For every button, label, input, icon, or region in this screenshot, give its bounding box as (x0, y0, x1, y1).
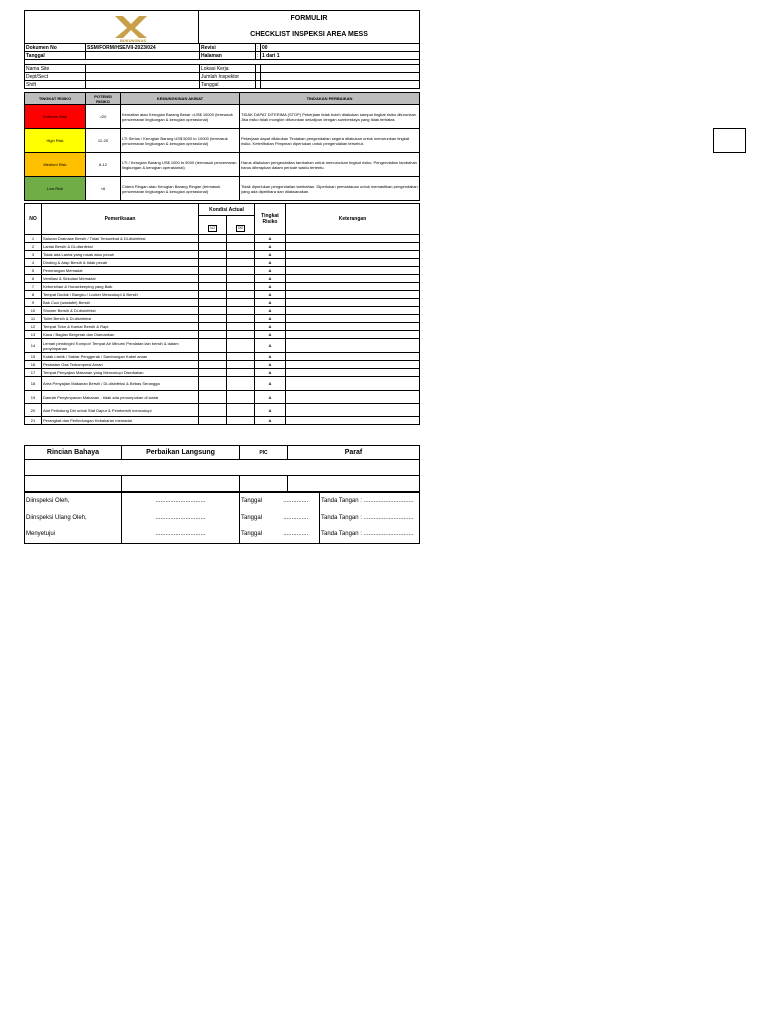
hazard-detail-header: Rincian Bahaya (25, 446, 122, 460)
condition-ok-cell[interactable] (199, 369, 227, 377)
checklist-row (25, 259, 420, 267)
item-number: 6 (25, 275, 42, 283)
item-risk-level: A (255, 353, 286, 361)
consequence-header: KEMUNGKINAN AKIBAT (121, 93, 240, 105)
item-description: Perangkat dan Perlindungan Kebakaran memadai (42, 417, 199, 425)
item-description: Kebersihan & Housekeeping yang Baik (42, 283, 199, 291)
item-note-cell[interactable] (286, 323, 420, 331)
item-number: 7 (25, 283, 42, 291)
condition-not-ok-cell[interactable] (227, 361, 255, 369)
item-description: Saluran Drainase Bersih / Tidak Tersumbat & Di-disinfeksi (42, 235, 199, 243)
condition-ok-cell[interactable] (199, 283, 227, 291)
risk-action: Pekerjaan dapat dilakukan Tindakan pengendalian segera dilakukan untuk menurunkan tingkat risiko. Keterlibatan Pimpinan diperlukan untuk pengendalian tersebut. (240, 129, 420, 153)
dept-label: Dept/Sect (25, 73, 86, 81)
name-line[interactable]: .............................. (122, 510, 240, 527)
signature-label: Tanda Tangan : (321, 531, 362, 538)
condition-ok-cell[interactable] (199, 251, 227, 259)
item-note-cell[interactable] (286, 243, 420, 251)
condition-not-ok-cell[interactable] (227, 299, 255, 307)
form-title: CHECKLIST INSPEKSI AREA MESS (250, 31, 368, 38)
condition-ok-cell[interactable] (199, 339, 227, 353)
check-header: Pemeriksaan (42, 204, 199, 235)
checklist-body (25, 235, 420, 425)
checkbox-not-ok-icon: ☒ (236, 225, 245, 232)
item-risk-level: A (255, 299, 286, 307)
risk-consequence: Cidera Ringan atau Kerugian Barang Ringan (termasuk pencemaran lingkungan & kerugian operasional) (121, 177, 240, 201)
condition-not-ok-cell[interactable] (227, 315, 255, 323)
condition-not-ok-cell[interactable] (227, 291, 255, 299)
checklist-row (25, 243, 420, 251)
checklist-row (25, 361, 420, 369)
page-label: Halaman (200, 52, 256, 60)
item-description: Tidak ada Lantai yang rusak atau pecah (42, 251, 199, 259)
signature-label: Tanda Tangan : (321, 514, 362, 521)
condition-ok-cell[interactable] (199, 353, 227, 361)
item-risk-level: A (255, 417, 286, 425)
condition-not-ok-cell[interactable] (227, 339, 255, 353)
date-line[interactable]: ............... (283, 514, 309, 521)
site-date-label: Tanggal (200, 81, 256, 89)
item-number: 10 (25, 307, 42, 315)
item-number: 11 (25, 315, 42, 323)
note-header: Keterangan (286, 204, 420, 235)
risk-row (25, 153, 420, 177)
condition-not-ok-cell[interactable] (227, 369, 255, 377)
inspector-count-label: Jumlah Inspektor (200, 73, 256, 81)
condition-ok-cell[interactable] (199, 331, 227, 339)
checklist-row (25, 315, 420, 323)
no-header: NO (25, 204, 42, 235)
action-header: TINDAKAN PERBAIKAN (240, 93, 420, 105)
work-location-label: Lokasi Kerja (200, 65, 256, 73)
condition-not-ok-cell[interactable] (227, 235, 255, 243)
condition-not-ok-cell[interactable] (227, 307, 255, 315)
initial-header: Paraf (288, 446, 420, 460)
risk-table (24, 92, 420, 201)
item-risk-level: A (255, 243, 286, 251)
condition-ok-cell[interactable] (199, 291, 227, 299)
item-description: Toilet Bersih & Di-disinfeksi (42, 315, 199, 323)
item-description: Daerah Penyimpanan Makanan - tidak ada penumpukan di lantai (42, 391, 199, 404)
item-number: 5 (25, 267, 42, 275)
findings-table (24, 445, 420, 492)
item-risk-level: A (255, 291, 286, 299)
item-description: Tempat Penyajian Makanan yang Mencukupi Disediakan (42, 369, 199, 377)
checklist-row (25, 323, 420, 331)
item-note-cell[interactable] (286, 251, 420, 259)
signature-row (25, 510, 420, 527)
item-note-cell[interactable] (286, 361, 420, 369)
item-note-cell[interactable] (286, 267, 420, 275)
risk-row (25, 129, 420, 153)
work-location-field[interactable] (261, 65, 420, 73)
page-value: 1 dari 1 (261, 52, 420, 60)
condition-ok-cell[interactable] (199, 243, 227, 251)
item-risk-level: A (255, 369, 286, 377)
signature-row (25, 493, 420, 510)
site-name-field[interactable] (86, 65, 200, 73)
item-note-cell[interactable] (286, 291, 420, 299)
risk-level-extreme: Extreme Risk (25, 105, 86, 129)
item-note-cell[interactable] (286, 417, 420, 425)
item-risk-level: A (255, 315, 286, 323)
item-number: 17 (25, 369, 42, 377)
condition-ok-cell[interactable] (199, 404, 227, 417)
risk-score: 12-20 (86, 129, 121, 153)
item-note-cell[interactable] (286, 259, 420, 267)
checklist-table (24, 203, 420, 425)
item-number: 20 (25, 404, 42, 417)
item-description: Area Penyajian Makanan Bersih / Di-disinfeksi & Bebas Serangga (42, 377, 199, 391)
item-risk-level: A (255, 391, 286, 404)
item-risk-level: A (255, 235, 286, 243)
item-risk-level: A (255, 331, 286, 339)
item-description: Bak Cuci (wastafel) Bersih (42, 299, 199, 307)
item-risk-level: A (255, 361, 286, 369)
site-date-field[interactable] (261, 81, 420, 89)
item-description: Kaca / Bagian Bergerak dan Diamankan (42, 331, 199, 339)
item-description: Kotak Listrik / Saklar Penggerak / Sambungan Kabel aman (42, 353, 199, 361)
checklist-row (25, 369, 420, 377)
risk-score: <6 (86, 177, 121, 201)
date-line[interactable]: ............... (273, 493, 320, 510)
dept-field[interactable] (86, 73, 200, 81)
item-number: 4 (25, 259, 42, 267)
item-note-cell[interactable] (286, 404, 420, 417)
item-number: 3 (25, 251, 42, 259)
signature-table (24, 492, 420, 544)
checklist-row (25, 377, 420, 391)
item-number: 14 (25, 339, 42, 353)
condition-ok-cell[interactable] (199, 307, 227, 315)
condition-not-ok-cell[interactable] (227, 243, 255, 251)
checklist-row (25, 299, 420, 307)
item-note-cell[interactable] (286, 283, 420, 291)
pic-header: PIC (240, 446, 288, 460)
condition-not-ok-cell[interactable] (227, 353, 255, 361)
sign-date-label: Tanggal (240, 493, 273, 510)
condition-ok-cell[interactable] (199, 323, 227, 331)
checklist-row (25, 267, 420, 275)
findings-blank-row[interactable] (25, 460, 420, 476)
item-risk-level: A (255, 251, 286, 259)
condition-ok-cell[interactable] (199, 235, 227, 243)
signature-line[interactable]: .............................. (363, 514, 414, 521)
item-note-cell[interactable] (286, 369, 420, 377)
checklist-row (25, 251, 420, 259)
checklist-row (25, 275, 420, 283)
logo-box (24, 10, 199, 44)
item-number: 21 (25, 417, 42, 425)
correction-header: Perbaikan Langsung (122, 446, 240, 460)
condition-not-ok-cell[interactable] (227, 377, 255, 391)
initial-field[interactable] (288, 476, 420, 492)
item-number: 13 (25, 331, 42, 339)
company-logo-icon (111, 14, 151, 40)
risk-level-col-header: Tingkat Risiko (255, 204, 286, 235)
risk-row (25, 105, 420, 129)
site-name-label: Nama Site (25, 65, 86, 73)
item-number: 15 (25, 353, 42, 361)
item-description: Alat Pelindung Diri untuk Staf Dapur & Pembersih mencukupi (42, 404, 199, 417)
item-number: 9 (25, 299, 42, 307)
item-description: Tempat Tidur & Kamar Bersih & Rapi (42, 323, 199, 331)
revision-value: 00 (261, 44, 420, 52)
checklist-row (25, 391, 420, 404)
sign-date-label: Tanggal (240, 527, 273, 544)
condition-not-ok-cell[interactable] (227, 251, 255, 259)
checklist-row (25, 404, 420, 417)
signature-line[interactable]: .............................. (363, 531, 414, 538)
condition-not-ok-cell[interactable] (227, 259, 255, 267)
shift-label: Shift (25, 81, 86, 89)
doc-no-label: Dokumen No (25, 44, 86, 52)
floating-box (713, 128, 746, 153)
signature-label: Tanda Tangan : (321, 497, 362, 504)
pic-field[interactable] (240, 476, 288, 492)
risk-score-header: POTENSI RISIKO (86, 93, 121, 105)
shift-field[interactable] (86, 81, 200, 89)
item-description: Ventilasi & Sirkulasi Memadai (42, 275, 199, 283)
item-number: 2 (25, 243, 42, 251)
condition-not-ok-cell[interactable] (227, 417, 255, 425)
condition-not-ok-cell[interactable] (227, 323, 255, 331)
doc-info-table: Dokumen No SSM/FORM/HSE/VII-2023/024 Revisi : 00 Tanggal Halaman : 1 dari 1 Nama Site Lokasi Kerja Dept/Sect Jumlah Inspektor Shift Tanggal (24, 43, 420, 89)
risk-level-header: TINGKAT RISIKO (25, 93, 86, 105)
condition-not-ok-cell[interactable] (227, 267, 255, 275)
item-risk-level: A (255, 404, 286, 417)
item-description: Lantai Bersih & Di-disinfeksi (42, 243, 199, 251)
risk-consequence: LTI Serius / Kerugian Barang US$ 5000 to 10000 (termasuk pencemaran lingkungan & kerugian operasional) (121, 129, 240, 153)
condition-ok-cell[interactable] (199, 391, 227, 404)
item-risk-level: A (255, 307, 286, 315)
item-risk-level: A (255, 283, 286, 291)
checklist-row (25, 339, 420, 353)
condition-ok-cell[interactable] (199, 267, 227, 275)
condition-not-ok-cell[interactable] (227, 391, 255, 404)
item-number: 12 (25, 323, 42, 331)
date-label: Tanggal (25, 52, 86, 60)
condition-ok-cell[interactable] (199, 361, 227, 369)
item-note-cell[interactable] (286, 391, 420, 404)
checklist-row (25, 235, 420, 243)
risk-score: 6-12 (86, 153, 121, 177)
item-note-cell[interactable] (286, 339, 420, 353)
signature-line[interactable]: .............................. (363, 497, 414, 504)
condition-not-ok-cell[interactable] (227, 283, 255, 291)
risk-consequence: Kematian atau Kerugian Barang Besar >US$ 10000 (termasuk pencemaran lingkungan & kerugian operasional) (121, 105, 240, 129)
risk-level-low: Low Risk (25, 177, 86, 201)
signature-row (25, 527, 420, 544)
form-type-title: FORMULIR (290, 15, 328, 22)
risk-consequence: LTI / Kerugian Barang US$ 1000 to 5000 (termasuk pencemaran lingkungan & kerugian operasional) (121, 153, 240, 177)
risk-row (25, 177, 420, 201)
sign-role-label: Menyetujui (25, 527, 122, 544)
item-risk-level: A (255, 339, 286, 353)
item-description: Peralatan Gas Terkompresi Aman (42, 361, 199, 369)
doc-no-value: SSM/FORM/HSE/VII-2023/024 (86, 44, 200, 52)
name-line[interactable]: .............................. (122, 527, 240, 544)
item-number: 19 (25, 391, 42, 404)
checklist-row (25, 353, 420, 361)
item-number: 16 (25, 361, 42, 369)
sign-role-label: Diinspeksi Oleh, (25, 493, 122, 510)
item-risk-level: A (255, 275, 286, 283)
item-note-cell[interactable] (286, 315, 420, 323)
inspector-count-field[interactable] (261, 73, 420, 81)
item-description: Lemari pendingin/ Kompor/ Tempat Air Minum/ Peralatan lain bersih & dalam penyimpanan (42, 339, 199, 353)
sign-role-label: Diinspeksi Ulang Oleh, (25, 510, 122, 527)
item-note-cell[interactable] (286, 331, 420, 339)
condition-not-ok-cell[interactable] (227, 275, 255, 283)
checklist-row (25, 283, 420, 291)
title-box (198, 10, 420, 44)
checklist-row (25, 331, 420, 339)
risk-action: Harus dilakukan pengendalian tambahan untuk menurunkan tingkat risiko. Pengendalian tambahan harus diterapkan dalam periode waktu tertentu. (240, 153, 420, 177)
date-value[interactable] (86, 52, 200, 60)
item-risk-level: A (255, 267, 286, 275)
item-note-cell[interactable] (286, 299, 420, 307)
item-note-cell[interactable] (286, 377, 420, 391)
item-number: 8 (25, 291, 42, 299)
condition-not-ok-cell[interactable] (227, 404, 255, 417)
item-description: Shower Bersih & Di-disinfeksi (42, 307, 199, 315)
condition-ok-cell[interactable] (199, 275, 227, 283)
checklist-row (25, 307, 420, 315)
logo-text: BUKUNGNAS (120, 38, 146, 43)
risk-action: TIDAK DAPAT DITERIMA (STOP) Pekerjaan tidak boleh dilakukan sampai tingkat risiko diturunkan. Jika risiko tidak mungkin diturunkan sekalipun dengan sumberdaya yang tidak terbatas (240, 105, 420, 129)
risk-level-medium: Medium Risk (25, 153, 86, 177)
item-note-cell[interactable] (286, 353, 420, 361)
condition-ok-cell[interactable] (199, 299, 227, 307)
checklist-row (25, 417, 420, 425)
item-note-cell[interactable] (286, 307, 420, 315)
checkbox-ok-icon: ☑ (208, 225, 217, 232)
item-risk-level: A (255, 377, 286, 391)
condition-header: Kondisi Actual (199, 204, 255, 216)
item-description: Dinding & Atap Bersih & tidak pecah (42, 259, 199, 267)
item-description: Tempat Duduk / Bangku / Locker Mencukupi & Bersih (42, 291, 199, 299)
revision-label: Revisi (200, 44, 256, 52)
condition-ok-cell[interactable] (199, 259, 227, 267)
condition-ok-cell[interactable] (199, 315, 227, 323)
item-number: 18 (25, 377, 42, 391)
item-risk-level: A (255, 323, 286, 331)
sign-date-label: Tanggal (240, 510, 273, 527)
correction-field[interactable] (122, 476, 240, 492)
item-description: Penerangan Memadai (42, 267, 199, 275)
checklist-row (25, 291, 420, 299)
item-risk-level: A (255, 259, 286, 267)
risk-score: >20 (86, 105, 121, 129)
hazard-detail-field[interactable] (25, 476, 122, 492)
item-number: 1 (25, 235, 42, 243)
condition-not-ok-cell[interactable] (227, 331, 255, 339)
condition-ok-cell[interactable] (199, 377, 227, 391)
item-note-cell[interactable] (286, 275, 420, 283)
item-note-cell[interactable] (286, 235, 420, 243)
risk-action: Tidak diperlukan pengendalian tambahan. Diperlukan pemantauan untuk memastikan pengendalian yang ada dipelihara dan dilaksanakan. (240, 177, 420, 201)
condition-ok-cell[interactable] (199, 417, 227, 425)
name-line[interactable]: .............................. (122, 493, 240, 510)
risk-level-high: High Risk (25, 129, 86, 153)
date-line[interactable]: ............... (273, 527, 320, 544)
